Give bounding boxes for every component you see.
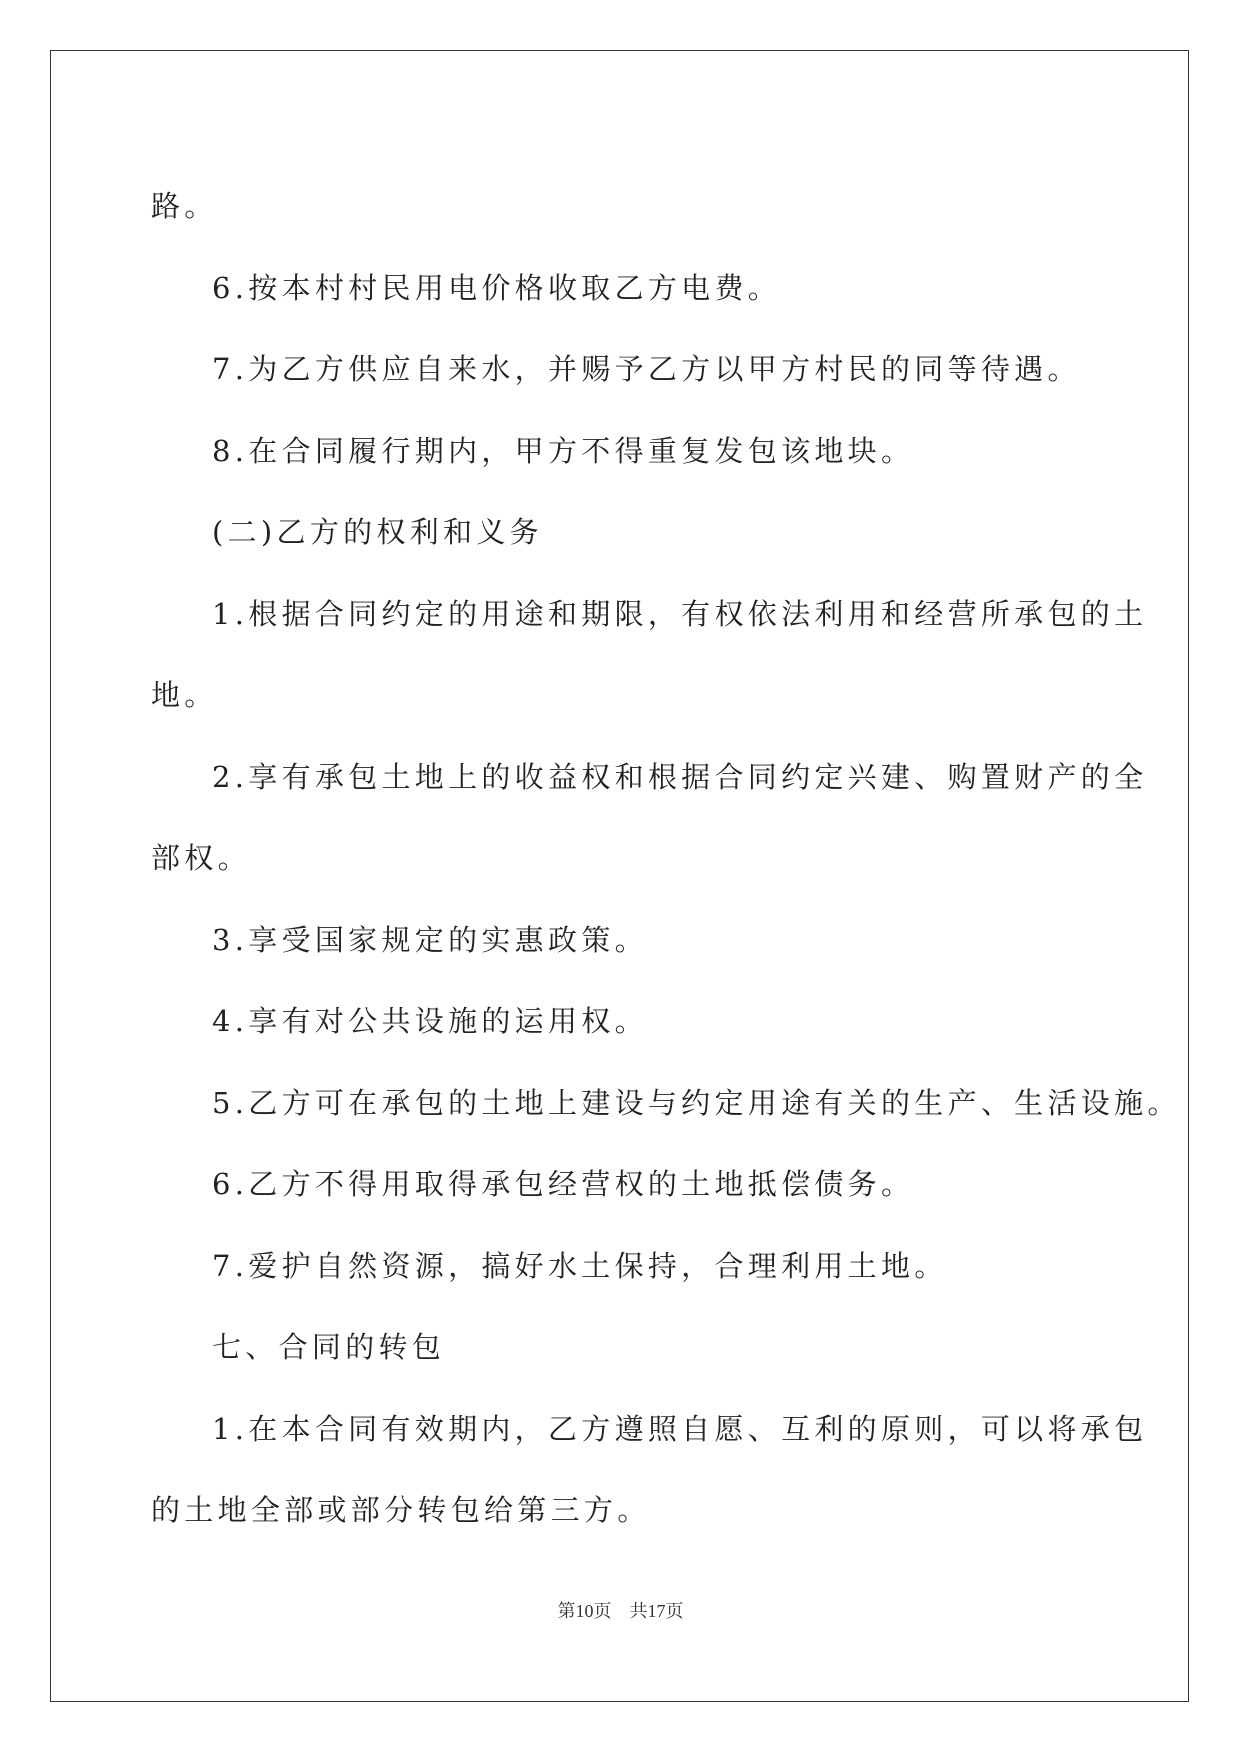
current-page-label: 第10页: [557, 1601, 612, 1621]
text-line: 地。: [151, 678, 218, 712]
text-line: 4.享有对公共设施的运用权。: [212, 1004, 648, 1038]
text-line: 1.在本合同有效期内，乙方遵照自愿、互利的原则，可以将承包: [212, 1411, 1148, 1446]
text-line: 7.为乙方供应自来水，并赐予乙方以甲方村民的同等待遇。: [212, 352, 1081, 386]
text-line: 部权。: [151, 841, 251, 875]
text-line: 5.乙方可在承包的土地上建设与约定用途有关的生产、生活设施。: [212, 1085, 1181, 1120]
section-heading: 七、合同的转包: [212, 1330, 446, 1364]
text-line: 的土地全部或部分转包给第三方。: [151, 1493, 651, 1527]
text-line: 路。: [151, 189, 218, 223]
text-line: 6.乙方不得用取得承包经营权的土地抵偿债务。: [212, 1167, 915, 1201]
text-line: 8.在合同履行期内，甲方不得重复发包该地块。: [212, 433, 915, 468]
page-footer: [0, 1597, 1241, 1623]
total-pages-label: 共17页: [629, 1601, 684, 1621]
text-line: 1.根据合同约定的用途和期限，有权依法利用和经营所承包的土: [212, 596, 1148, 631]
document-body: [151, 166, 1181, 1552]
text-line: 7.爱护自然资源，搞好水土保持，合理利用土地。: [212, 1248, 948, 1283]
text-line: 3.享受国家规定的实惠政策。: [212, 922, 648, 957]
text-line: 6.按本村村民用电价格收取乙方电费。: [212, 270, 782, 305]
text-line: 2.享有承包土地上的收益权和根据合同约定兴建、购置财产的全: [212, 759, 1148, 794]
section-heading: (二)乙方的权利和义务: [212, 515, 543, 549]
